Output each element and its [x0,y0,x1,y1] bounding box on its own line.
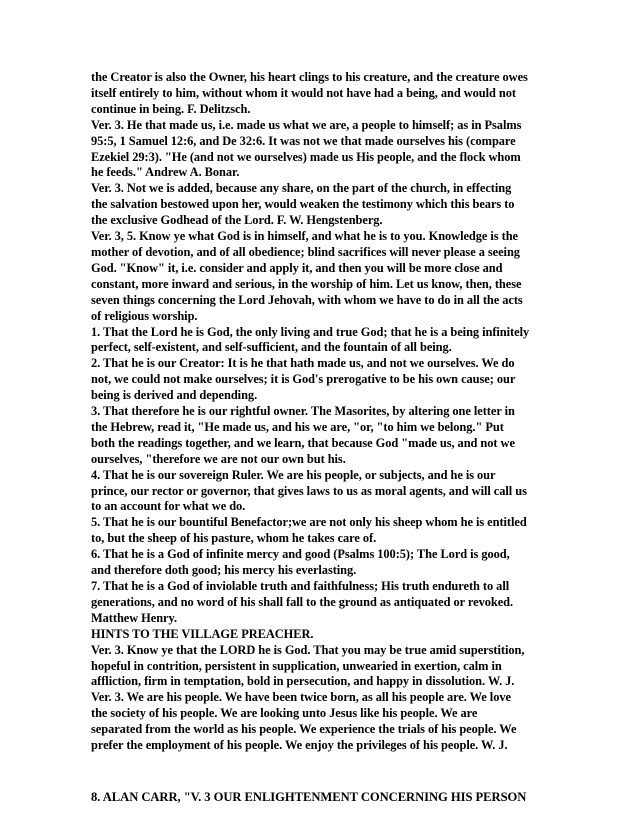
text-line: not, we could not make ourselves; it is God's prerogative to be his own cause; our [91,372,516,387]
section-heading: 8. ALAN CARR, "V. 3 OUR ENLIGHTENMENT CONCERNING HIS PERSON [91,789,527,804]
text-line: separated from the world as his people. We experience the trials of his people. We [91,722,517,737]
text-line: 1. That the Lord he is God, the only living and true God; that he is a being infinitely [91,324,530,339]
text-line: Ver. 3, 5. Know ye what God is in himself, and what he is to you. Knowledge is the [91,229,518,244]
text-line: Ver. 3. Know ye that the LORD he is God. That you may be true amid superstition, [91,642,525,657]
text-line: 5. That he is our bountiful Benefactor;we are not only his sheep whom he is entitled [91,515,527,530]
text-line: God. "Know" it, i.e. consider and apply it, and then you will be more close and [91,260,503,275]
text-line: affliction, firm in temptation, bold in persecution, and happy in dissolution. W. J. [91,674,515,689]
text-line: he feeds." Andrew A. Bonar. [91,165,240,180]
text-line: mother of devotion, and of all obedience; blind sacrifices will never please a seeing [91,244,520,259]
text-line: ourselves, "therefore we are not our own but his. [91,451,346,466]
text-line: continue in being. F. Delitzsch. [91,101,251,116]
text-line: Ezekiel 29:3). "He (and not we ourselves) made us His people, and the flock whom [91,149,521,164]
text-line: the society of his people. We are looking unto Jesus like his people. We are [91,706,478,721]
text-line: 6. That he is a God of infinite mercy and good (Psalms 100:5); The Lord is good, [91,547,510,562]
text-line: 95:5, 1 Samuel 12:6, and De 32:6. It was not we that made ourselves his (compare [91,133,516,148]
text-line: the Hebrew, read it, "He made us, and his we are, "or, "to him we belong." Put [91,419,504,434]
document-page [91,70,561,806]
text-line: of religious worship. [91,308,198,323]
text-line: to, but the sheep of his pasture, whom he takes care of. [91,531,377,546]
text-line: seven things concerning the Lord Jehovah, with whom we have to do in all the acts [91,292,523,307]
text-line: 3. That therefore he is our rightful owner. The Masorites, by altering one letter in [91,404,515,419]
text-line: the salvation bestowed upon her, would weaken the testimony which this bears to [91,197,515,212]
text-line: the Creator is also the Owner, his heart clings to his creature, and the creature owes [91,70,528,84]
text-line: 7. That he is a God of inviolable truth and faithfulness; His truth endureth to all [91,579,510,593]
text-line: prefer the employment of his people. We enjoy the privileges of his people. W. J. [91,738,508,753]
text-line: prince, our rector or governor, that gives laws to us as moral agents, and will call us [91,483,527,498]
text-line: hopeful in contrition, persistent in supplication, unwearied in exertion, calm in [91,658,502,673]
text-line: both the readings together, and we learn, that because God "made us, and not we [91,435,515,450]
text-line: and therefore doth good; his mercy his everlasting. [91,563,357,578]
text-line: generations, and no word of his shall fall to the ground as antiquated or revoked. [91,594,514,609]
text-line: constant, more inward and serious, in the worship of him. Let us know, then, these [91,276,522,291]
text-line: 2. That he is our Creator: It is he that hath made us, and not we ourselves. We do [91,356,515,371]
text-line: HINTS TO THE VILLAGE PREACHER. [91,626,314,641]
section-gap [91,754,561,790]
text-line: Ver. 3. We are his people. We have been twice born, as all his people are. We love [91,690,511,705]
text-line: 4. That he is our sovereign Ruler. We are his people, or subjects, and he is our [91,467,496,482]
text-line: Matthew Henry. [91,610,178,625]
text-line: perfect, self-existent, and self-sufficient, and the fountain of all being. [91,340,452,355]
text-line: the exclusive Godhead of the Lord. F. W. Hengstenberg. [91,213,383,228]
text-line: Ver. 3. Not we is added, because any share, on the part of the church, in effecting [91,181,512,196]
text-line: Ver. 3. He that made us, i.e. made us what we are, a people to himself; as in Psalms [91,117,522,132]
commentary-body [91,70,561,754]
text-line: to an account for what we do. [91,499,246,514]
text-line: itself entirely to him, without whom it would not have had a being, and would not [91,85,516,100]
text-line: being is derived and depending. [91,388,258,403]
